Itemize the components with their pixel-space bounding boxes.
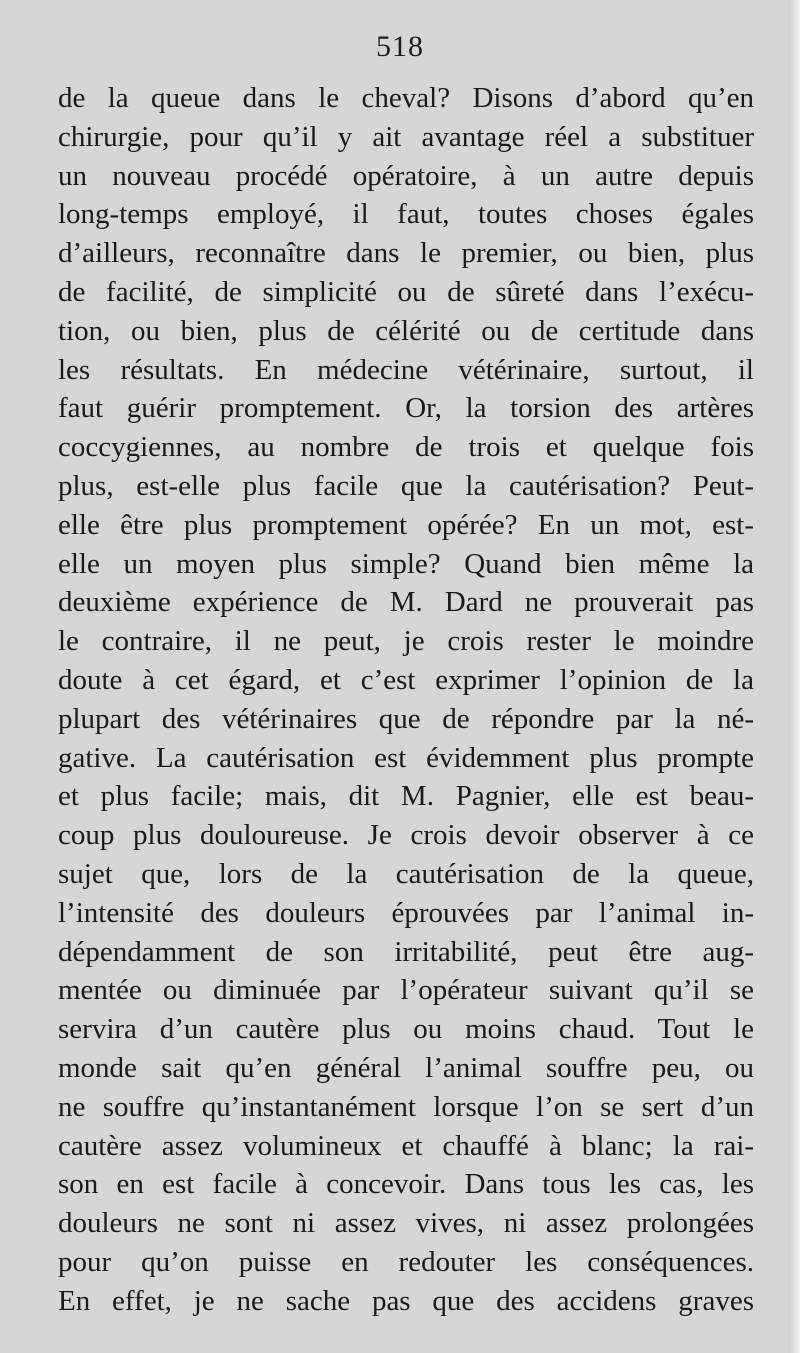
text-line: d’ailleurs, reconnaître dans le premier, ou bien, plus	[58, 237, 754, 270]
text-line: long-temps employé, il faut, toutes choses égales	[58, 198, 754, 231]
text-line: elle être plus promptement opérée? En un mot, est-	[58, 508, 754, 541]
text-line: et plus facile; mais, dit M. Pagnier, elle est beau-	[58, 780, 754, 813]
page-number: 518	[376, 30, 424, 63]
text-line: les résultats. En médecine vétérinaire, surtout, il	[58, 353, 754, 386]
text-line: plus, est-elle plus facile que la cautérisation? Peut-	[58, 469, 754, 502]
text-line: de facilité, de simplicité ou de sûreté dans l’exécu-	[58, 275, 754, 308]
text-line: En effet, je ne sache pas que des accidens graves	[58, 1284, 754, 1317]
text-line: plupart des vétérinaires que de répondre par la né-	[58, 702, 754, 735]
text-line: servira d’un cautère plus ou moins chaud. Tout le	[58, 1013, 754, 1046]
text-line: chirurgie, pour qu’il y ait avantage réel a substituer	[58, 120, 754, 153]
text-line: son en est facile à concevoir. Dans tous les cas, les	[58, 1168, 754, 1201]
page-edge	[788, 0, 800, 1353]
text-line: tion, ou bien, plus de célérité ou de certitude dans	[58, 314, 754, 347]
text-line: de la queue dans le cheval? Disons d’abord qu’en	[58, 82, 754, 114]
text-line: cautère assez volumineux et chauffé à blanc; la rai-	[58, 1129, 754, 1162]
text-line: l’intensité des douleurs éprouvées par l’animal in-	[58, 896, 754, 929]
text-line: ne souffre qu’instantanément lorsque l’on se sert d’un	[58, 1090, 754, 1123]
text-line: coup plus douloureuse. Je crois devoir observer à ce	[58, 819, 754, 852]
text-line: coccygiennes, au nombre de trois et quelque fois	[58, 431, 754, 464]
text-line: monde sait qu’en général l’animal souffre peu, ou	[58, 1051, 754, 1084]
text-line: pour qu’on puisse en redouter les conséquences.	[58, 1245, 754, 1278]
text-line: dépendamment de son irritabilité, peut être aug-	[58, 935, 754, 968]
text-line: gative. La cautérisation est évidemment plus prompte	[58, 741, 754, 774]
text-line: deuxième expérience de M. Dard ne prouverait pas	[58, 586, 754, 619]
text-line: le contraire, il ne peut, je crois rester le moindre	[58, 625, 754, 658]
text-line: sujet que, lors de la cautérisation de la queue,	[58, 857, 754, 890]
text-line: un nouveau procédé opératoire, à un autre depuis	[58, 159, 754, 192]
text-line: mentée ou diminuée par l’opérateur suivant qu’il se	[58, 974, 754, 1007]
text-line: doute à cet égard, et c’est exprimer l’opinion de la	[58, 663, 754, 696]
text-line: faut guérir promptement. Or, la torsion des artères	[58, 392, 754, 425]
text-line: elle un moyen plus simple? Quand bien même la	[58, 547, 754, 580]
text-line: douleurs ne sont ni assez vives, ni assez prolongées	[58, 1207, 754, 1240]
body-text	[58, 79, 754, 1321]
